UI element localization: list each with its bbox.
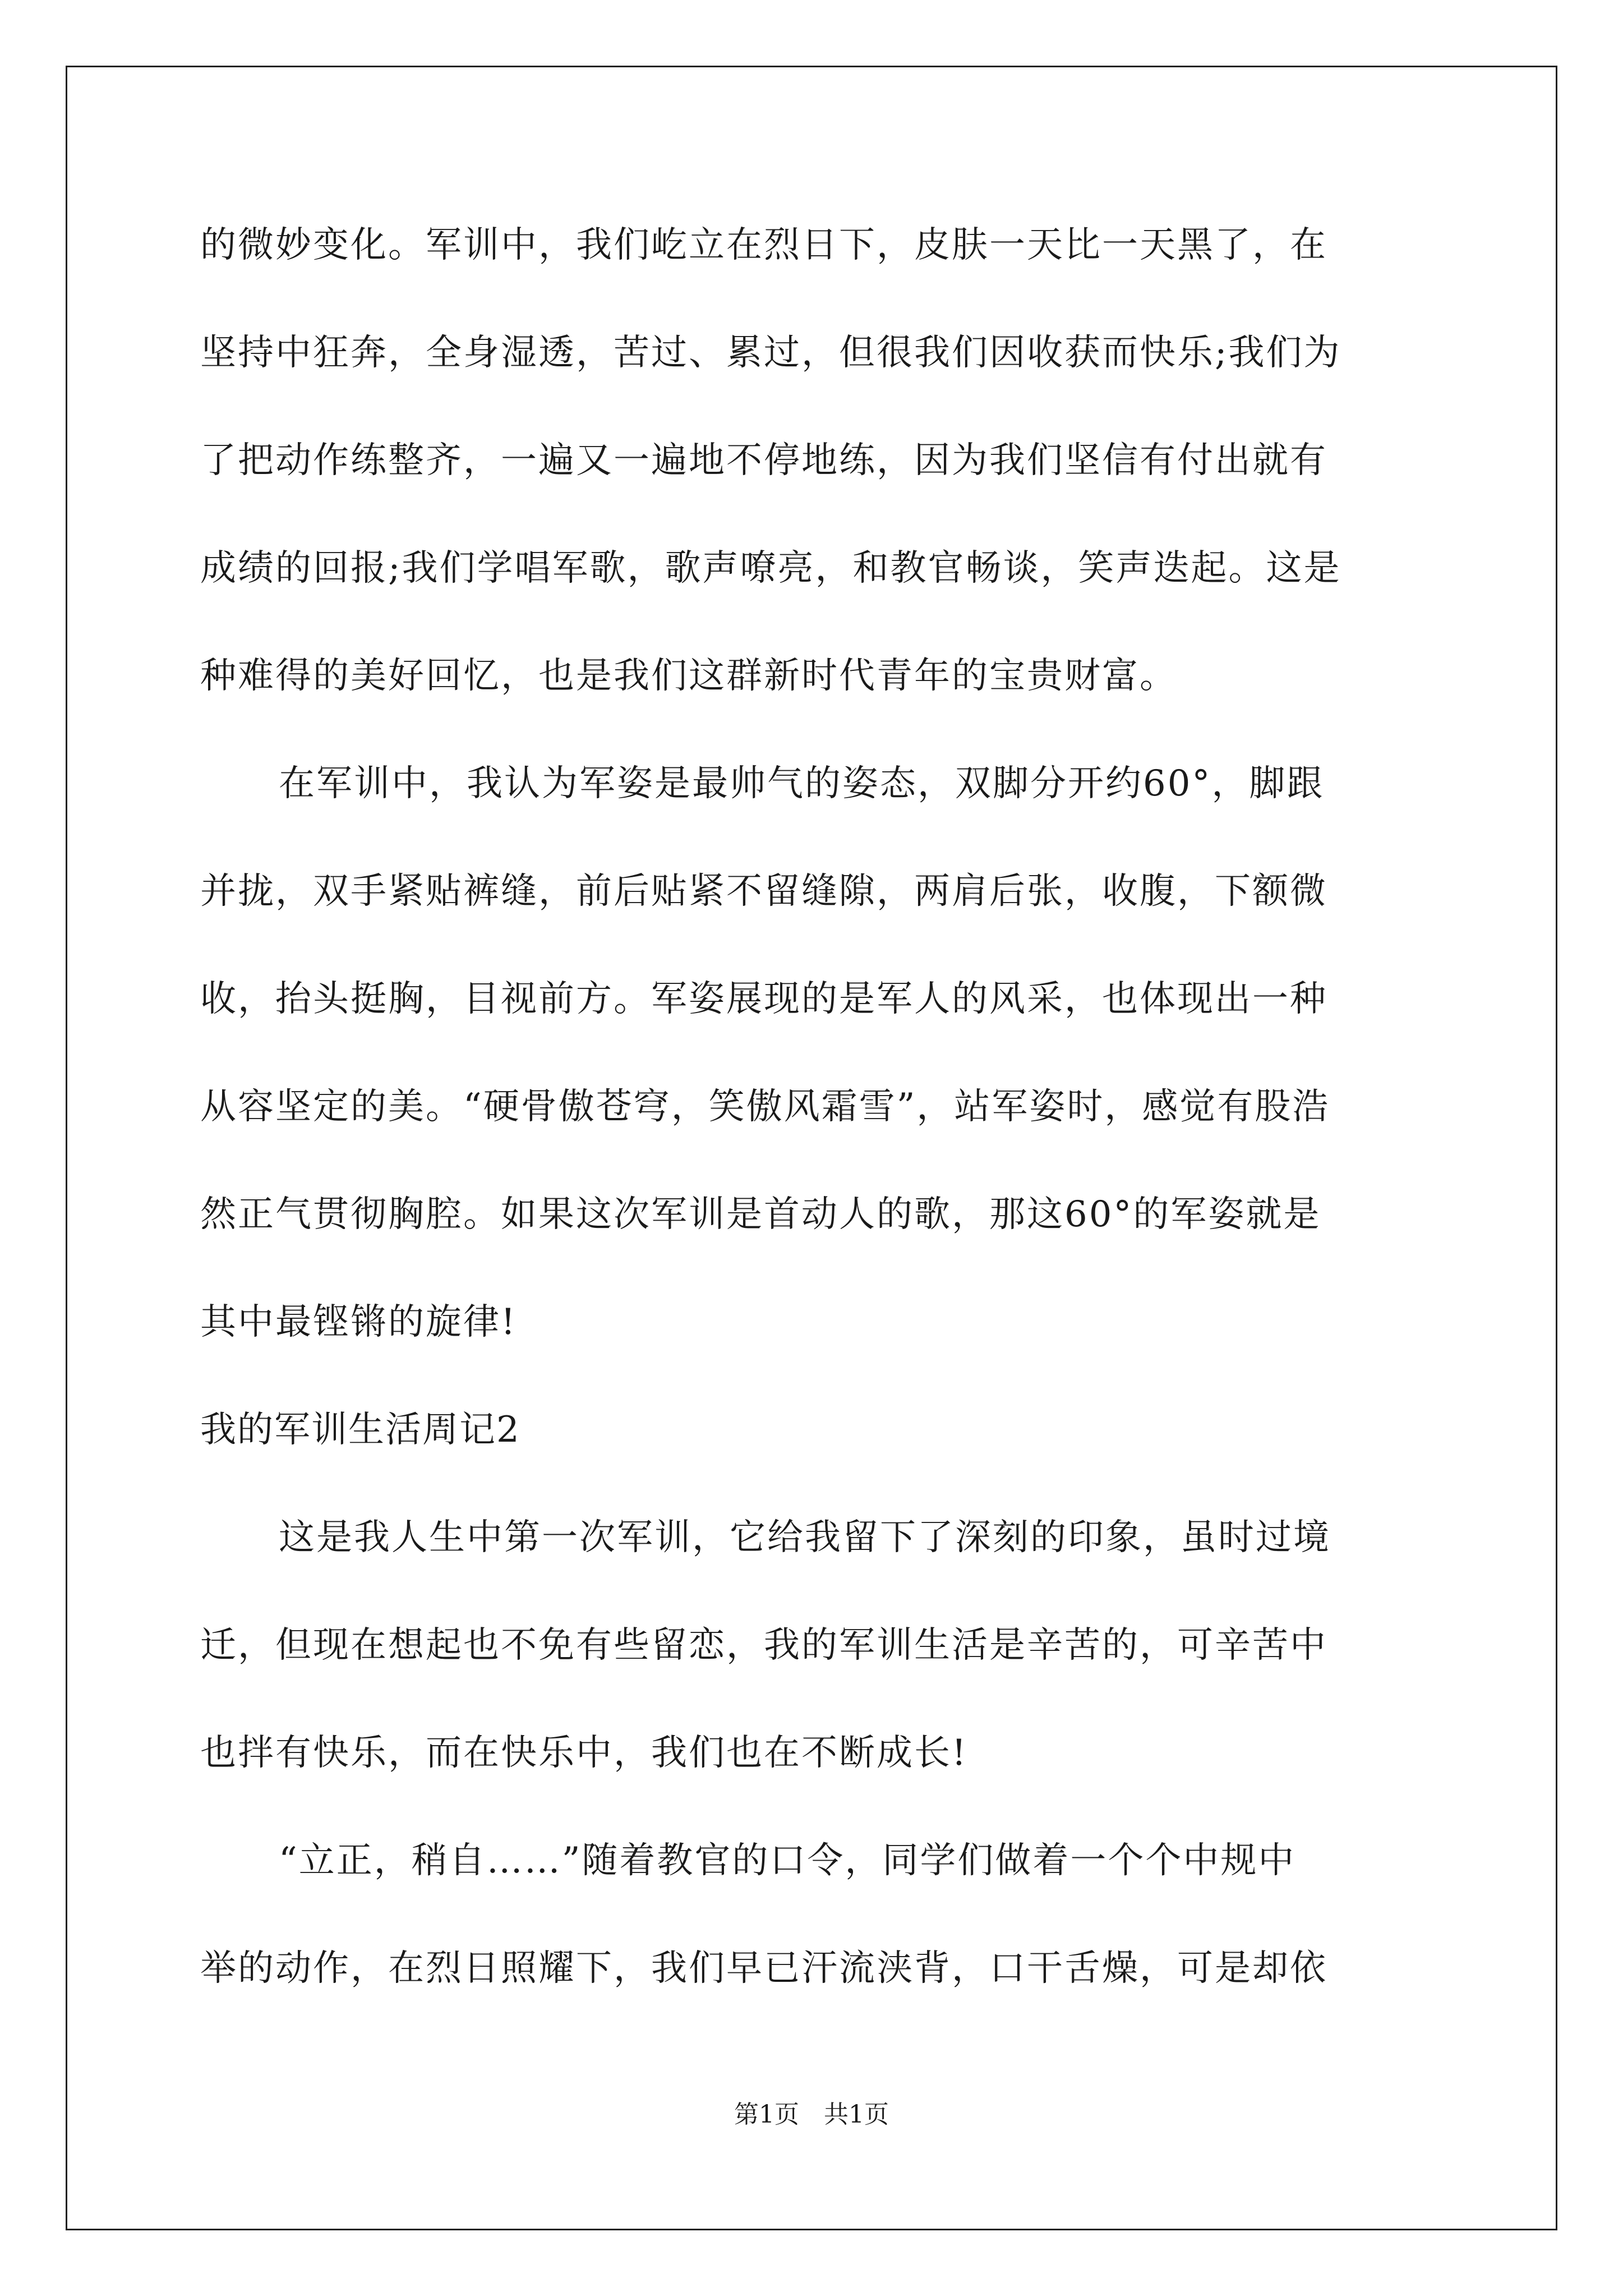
text-line: 这是我人生中第一次军训，它给我留下了深刻的印象，虽时过境 <box>279 1517 1331 1558</box>
text-line: 在军训中，我认为军姿是最帅气的姿态，双脚分开约60°，脚跟 <box>279 763 1325 804</box>
section-heading: 我的军训生活周记2 <box>200 1409 520 1451</box>
text-line: 举的动作，在烈日照耀下，我们早已汗流浃背，口干舌燥，可是却依 <box>200 1948 1327 1989</box>
text-line: 收，抬头挺胸，目视前方。军姿展现的是军人的风采，也体现出一种 <box>200 978 1327 1020</box>
text-line: 并拢，双手紧贴裤缝，前后贴紧不留缝隙，两肩后张，收腹，下额微 <box>200 871 1327 912</box>
text-line: 坚持中狂奔，全身湿透，苦过、累过，但很我们因收获而快乐;我们为 <box>200 332 1341 374</box>
text-line: 然正气贯彻胸腔。如果这次军训是首动人的歌，那这60°的军姿就是 <box>200 1194 1321 1235</box>
text-line: 其中最铿锵的旋律! <box>200 1301 517 1343</box>
text-line: 从容坚定的美。“硬骨傲苍穹，笑傲风霜雪”，站军姿时，感觉有股浩 <box>200 1086 1330 1128</box>
text-line: 了把动作练整齐，一遍又一遍地不停地练，因为我们坚信有付出就有 <box>200 440 1327 481</box>
text-line: 也拌有快乐，而在快乐中，我们也在不断成长! <box>200 1732 968 1774</box>
page-number-footer: 第1页 共1页 <box>734 2100 889 2129</box>
text-line: “立正，稍自……”随着教官的口令，同学们做着一个个中规中 <box>279 1840 1296 1881</box>
text-line: 的微妙变化。军训中，我们屹立在烈日下，皮肤一天比一天黑了，在 <box>200 224 1327 266</box>
text-line: 迁，但现在想起也不免有些留恋，我的军训生活是辛苦的，可辛苦中 <box>200 1625 1327 1666</box>
document-body <box>200 219 1423 2050</box>
text-line: 种难得的美好回忆，也是我们这群新时代青年的宝贵财富。 <box>200 655 1177 697</box>
text-line: 成绩的回报;我们学唱军歌，歌声嘹亮，和教官畅谈，笑声迭起。这是 <box>200 547 1341 589</box>
